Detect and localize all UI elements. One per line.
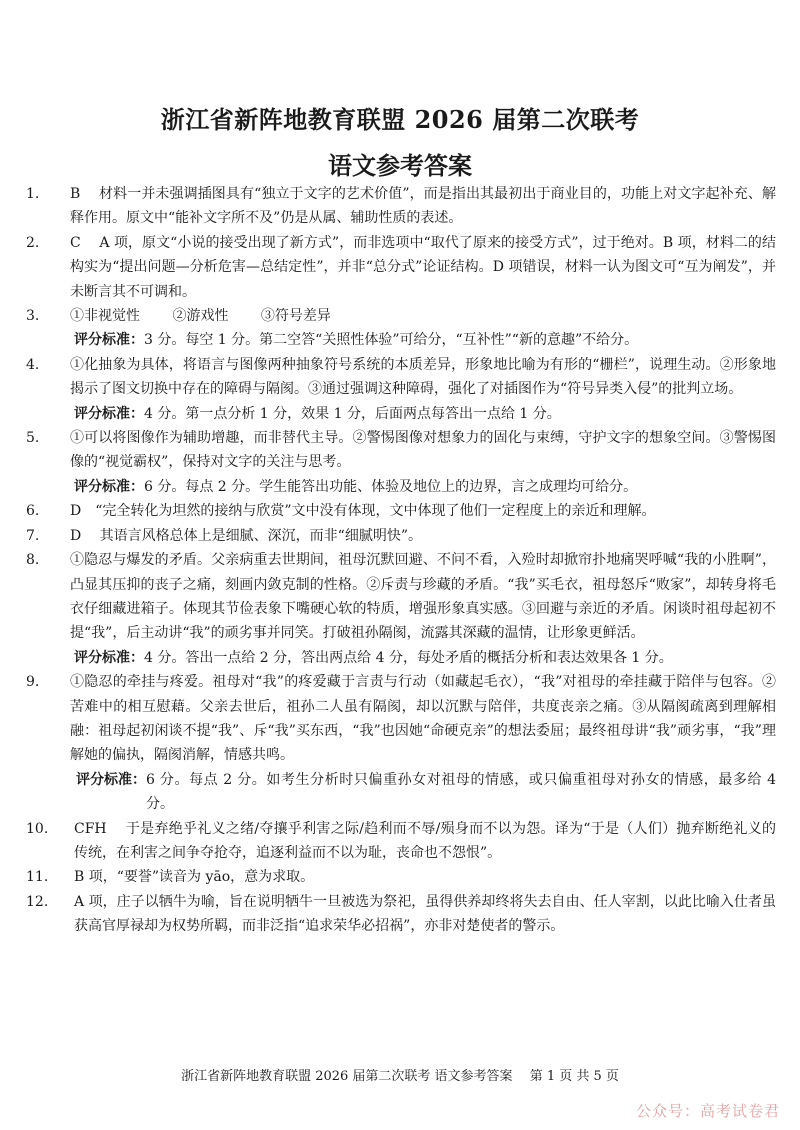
- answer-number: 6.: [26, 503, 40, 520]
- answer-number: 8.: [26, 552, 40, 569]
- answer-item-11: [26, 865, 776, 889]
- answer-item-2: [26, 231, 776, 304]
- scoring-text: 4 分。答出一点给 2 分，答出两点给 4 分，每处矛盾的概括分析和表达效果各 1 分。: [144, 649, 673, 666]
- answer-number: 4.: [26, 356, 40, 373]
- scoring-criteria-8: [26, 646, 776, 670]
- answer-item-7: [26, 524, 776, 548]
- answer-number: 10.: [26, 820, 49, 837]
- answer-item-10: [26, 817, 776, 866]
- scoring-criteria-9: [26, 768, 776, 817]
- answer-text: ①隐忍与爆发的矛盾。父亲病重去世期间，祖母沉默回避、不问不看，入殓时却掀帘扑地痛哭呼喊“我的小胜啊”，凸显其压抑的丧子之痛，刻画内敛克制的性格。②斥责与珍藏的矛盾。“我”买毛衣，祖母怒斥“败家”，却转身将毛衣仔细藏进箱子。体现其节俭表象下嘴硬心软的特质，增强形象真实感。③回避与亲近的矛盾。闲谈时祖母起初不提“我”，后主动讲“我”的顽劣事并同笑。打破祖孙隔阂，流露其深藏的温情，让形象更鲜活。: [70, 552, 776, 642]
- answer-list: [26, 182, 776, 939]
- page-footer: 浙江省新阵地教育联盟 2026 届第二次联考 语文参考答案 第 1 页 共 5 页: [181, 1069, 619, 1084]
- answer-number: 12.: [26, 893, 49, 910]
- scoring-text: 4 分。第一点分析 1 分，效果 1 分，后面两点每答出一点给 1 分。: [144, 405, 561, 422]
- answer-number: 11.: [26, 869, 49, 886]
- scoring-criteria-4: [26, 402, 776, 426]
- answer-item-6: [26, 499, 776, 523]
- answer-text: B 项，“要誉”读音为 yāo，意为求取。: [74, 869, 315, 886]
- answer-item-12: [26, 890, 776, 939]
- answer-number: 7.: [26, 527, 40, 544]
- scoring-label: 评分标准：: [74, 649, 144, 666]
- page-title: 浙江省新阵地教育联盟 2026 届第二次联考: [160, 105, 640, 134]
- scoring-label: 评分标准：: [74, 332, 144, 349]
- answer-item-5: [26, 426, 776, 475]
- answer-text: D 其语言风格总体上是细腻、深沉，而非“细腻明快”。: [70, 527, 422, 544]
- answer-text: CFH 于是弃绝乎礼义之绪/夺攘乎利害之际/趋利而不辱/殒身而不以为怨。译为“于是（人们）抛弃断绝礼义的传统，在利害之间争夺抢夺，追逐利益而不以为耻，丧命也不怨恨”。: [74, 820, 776, 861]
- answer-text: ①非视觉性 ②游戏性 ③符号差异: [70, 308, 331, 325]
- scoring-text: 6 分。每点 2 分。学生能答出功能、体验及地位上的边界，言之成理均可给分。: [144, 478, 638, 495]
- answer-item-3: [26, 304, 776, 328]
- answer-item-4: [26, 353, 776, 402]
- answer-text: ①化抽象为具体，将语言与图像两种抽象符号系统的本质差异，形象地比喻为有形的“栅栏”，说理生动。②形象地揭示了图文切换中存在的障碍与隔阂。③通过强调这种障碍，强化了对插图作为“符号异类入侵”的批判立场。: [70, 356, 776, 398]
- answer-number: 3.: [26, 308, 40, 325]
- answer-number: 2.: [26, 234, 40, 251]
- page-subtitle: 语文参考答案: [328, 151, 472, 180]
- answer-text: B 材料一并未强调插图具有“独立于文字的艺术价值”，而是指出其最初出于商业目的，功能上对文字起补充、解释作用。原文中“能补文字所不及”仍是从属、辅助性质的表述。: [70, 186, 776, 227]
- answer-number: 1.: [26, 186, 40, 202]
- answer-item-1: [26, 182, 776, 231]
- scoring-criteria-3: [26, 328, 776, 352]
- answer-number: 5.: [26, 430, 40, 447]
- answer-text: ①隐忍的牵挂与疼爱。祖母对“我”的疼爱藏于言责与行动（如藏起毛衣），“我”对祖母的牵挂藏于陪伴与包容。②苦难中的相互慰藉。父亲去世后，祖孙二人虽有隔阂，却以沉默与陪伴，共度丧亲之痛。③从隔阂疏离到理解相融：祖母起初闲谈不提“我”、斥“我”买东西，“我”也因她“命硬克亲”的想法委屈；最终祖母讲“我”顽劣事，“我”理解她的偏执，隔阂消解，情感共鸣。: [70, 674, 776, 764]
- answer-text: ①可以将图像作为辅助增趣，而非替代主导。②警惕图像对想象力的固化与束缚，守护文字的想象空间。③警惕图像的“视觉霸权”，保持对文字的关注与思考。: [70, 430, 776, 471]
- watermark: 公众号：高考试卷君: [635, 1102, 780, 1120]
- scoring-text: 3 分。每空 1 分。第二空答“关照性体验”可给分，“互补性”“新的意趣”不给分。: [144, 332, 639, 349]
- scoring-label: 评分标准：: [76, 771, 146, 788]
- answer-text: D “完全转化为坦然的接纳与欣赏”文中没有体现，文中体现了他们一定程度上的亲近和理解。: [70, 503, 656, 520]
- answer-text: A 项，庄子以牺牛为喻，旨在说明牺牛一旦被选为祭祀，虽得供养却终将失去自由、任人宰割，以此比喻入仕者虽获高官厚禄却为权势所羁，而非泛指“追求荣华必招祸”，亦非对楚使者的警示。: [74, 893, 776, 935]
- scoring-text: 6 分。每点 2 分。如考生分析时只偏重孙女对祖母的情感，或只偏重祖母对孙女的情感，最多给 4 分。: [146, 771, 776, 813]
- scoring-criteria-5: [26, 475, 776, 499]
- answer-number: 9.: [26, 674, 40, 691]
- answer-item-8: [26, 548, 776, 646]
- scoring-label: 评分标准：: [74, 405, 144, 422]
- answer-item-9: [26, 670, 776, 768]
- scoring-label: 评分标准：: [74, 478, 144, 495]
- answer-text: C A 项，原文“小说的接受出现了新方式”，而非选项中“取代了原来的接受方式”，过于绝对。B 项，材料二的结构实为“提出问题—分析危害—总结定性”，并非“总分式”论证结构。D 项错误，材料一认为图文可“互为阐发”，并未断言其不可调和。: [70, 234, 776, 300]
